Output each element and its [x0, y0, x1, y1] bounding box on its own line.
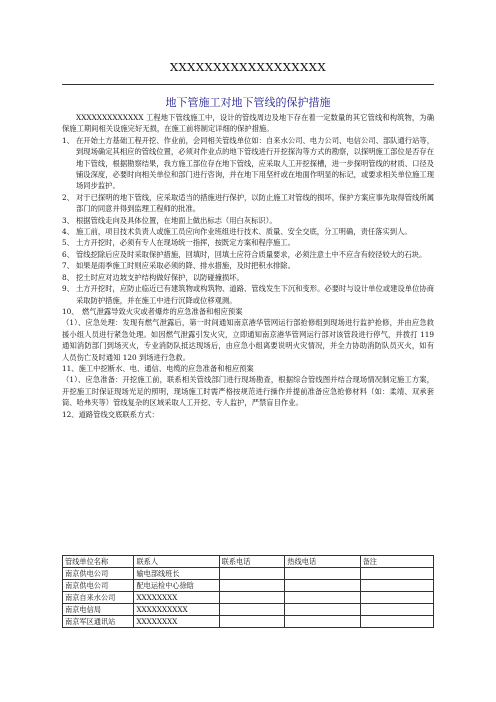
column-header: 联系电话	[219, 556, 285, 568]
table-cell: XXXXXXXXXX	[134, 604, 219, 616]
list-item-text: 土方开挖时，应防止临近已有建筑物或构筑物、道路、管线发生下沉和变形。必要时与设计单位或建设单位协商采取防护措施，并在施工中进行沉降或位移观测。	[76, 284, 434, 305]
column-header: 热线电话	[285, 556, 360, 568]
table-row	[63, 580, 434, 592]
table-cell: XXXXXXXX	[134, 592, 219, 604]
list-item	[62, 135, 434, 192]
section-10-paragraph: （1）、应急处理：发现有燃气泄露后，第一时间通知南京港华管网运行部抢修组到现场进行监护抢修，并由应急救援小组人员进行紧急处理。如因燃气泄露引发火灾，立即通知南京港华管网运行部对该管段进行停气，并拨打 119 通知消防部门到场灭火，专业消防队抵达现场后，由应急小组离要说明火灾情况，并全力协助消防队员灭火，如有人员伤亡及时通知 120 到场进行急救。	[62, 318, 434, 362]
table-cell: 配电运检中心徐晗	[134, 580, 219, 592]
list-item-text: 对于已探明的地下管线，应采取适当的措施进行保护，以防止施工对管线的损坏，保护方案应事先取得管线所属部门的同意并得到监理工程师的批准。	[76, 192, 434, 214]
list-item-number: 3、	[62, 215, 74, 225]
list-item-number: 8、	[62, 272, 74, 282]
list-item	[62, 215, 434, 226]
list-item-text: 施工前，项目技术负责人或施工员应向作业班组进行技术、质量、安全交底，分工明确，责任落实到人。	[76, 227, 412, 237]
table-cell	[285, 592, 360, 604]
table-cell	[285, 616, 360, 628]
table-cell	[285, 580, 360, 592]
table-cell: XXXXXXXX	[134, 616, 219, 628]
table-cell	[219, 580, 285, 592]
section-heading-10	[62, 306, 434, 317]
table-cell	[360, 580, 433, 592]
list-item-number: 10、	[62, 306, 79, 316]
section-11-paragraph: （1）、应急准备：开挖施工前，联系相关管线部门进行现场勘查，根据综合管线图并结合现场情况制定施工方案，开挖施工时保证现场光足的照明，现场施工时需严格按规范进行操作并提前准备应急抢修材料（如：柔靖、双承套筒、哈弗夹等）管线复杂的区域采取人工开挖、专人监护，严禁盲目作业。	[62, 375, 434, 408]
table-cell	[360, 568, 433, 580]
table-row	[63, 568, 434, 580]
table-row	[63, 616, 434, 628]
table-cell: 南京电信局	[63, 604, 134, 616]
list-item	[62, 249, 434, 260]
table-row	[63, 592, 434, 604]
table-cell	[285, 604, 360, 616]
list-item-text: 土方开挖时，必须有专人在现场统一指挥，按既定方案和程序施工。	[76, 238, 295, 248]
table-cell	[285, 568, 360, 580]
contacts-table	[62, 555, 434, 628]
document-title: 地下管施工对地下管线的保护措施	[165, 96, 331, 109]
list-item	[62, 272, 434, 283]
table-cell	[219, 568, 285, 580]
table-cell	[219, 592, 285, 604]
list-item-number: 7、	[62, 261, 74, 271]
list-item-text: 在开始土方基础工程开挖、作业前，会同相关管线单位如：自来水公司、电力公司、电信公司、部队通行站等，到现场确定其相应的管线位置，必须对作业点的地下管线进行开挖探沟等方式的勘察，以探明施工部位是否存在地下管线，根据勘察结果，我方施工部位存在地下管线，应采取人工开挖探槽，进一步探明管线的材质、口径及铺设深度，必要时向相关单位和部门进行咨询，并在地下用坚杆或在地面作明显的标记，或要求相关单位施工现场同步监护。	[76, 135, 434, 191]
table-header-row	[63, 556, 434, 568]
table-cell: 南京自来水公司	[63, 592, 134, 604]
header-title: XXXXXXXXXXXXXXXXXX	[169, 60, 327, 74]
table-row	[63, 604, 434, 616]
list-item-text: 管线挖除后应及时采取保护措施，回填时，回填土应符合质量要求，必须注意土中不应含有较径较大的石块。	[76, 249, 427, 259]
list-item-number: 1、	[62, 135, 74, 145]
list-item-text: 如果是雨季施工时则应采取必须的降、排水措施，及时把积水排除。	[76, 261, 295, 271]
table-cell: 南京供电公司	[63, 580, 134, 592]
table-cell: 南京军区通讯站	[63, 616, 134, 628]
section-heading-11: 11、施工中挖断水、电、通信、电缆的应急准备和相应预案	[62, 363, 254, 373]
list-item-text: 根据管线走向及具体位置，在地面上做出标志（用白灰标识）。	[76, 215, 277, 225]
section-heading-12: 12、道路管线交底联系方式：	[62, 409, 159, 419]
header-divider	[62, 84, 434, 85]
column-header: 联系人	[134, 556, 219, 568]
list-item	[62, 192, 434, 215]
list-item	[62, 283, 434, 306]
table-cell	[360, 604, 433, 616]
list-item-number: 6、	[62, 249, 74, 259]
document-body	[62, 112, 434, 420]
column-header: 管线单位名称	[63, 556, 134, 568]
list-item-number: 5、	[62, 238, 74, 248]
list-item	[62, 237, 434, 248]
table-cell: 南京供电公司	[63, 568, 134, 580]
table-cell	[360, 592, 433, 604]
list-item	[62, 260, 434, 271]
list-item	[62, 226, 434, 237]
list-item-number: 4、	[62, 227, 74, 237]
list-item-number: 9、	[62, 284, 74, 294]
intro-paragraph: XXXXXXXXXXXXX 工程地下管线施工中，设计的管线周边及地下存在着一定数量的其它管线和构筑物，为确保施工期间相关设施完好无损，在施工前将制定详细的保护措施。	[62, 113, 434, 134]
table-cell	[360, 616, 433, 628]
table-cell	[219, 616, 285, 628]
list-item-number: 2、	[62, 192, 74, 202]
table-cell: 输电部线班长	[134, 568, 219, 580]
list-item-text: 燃气泄露导致火灾或者爆炸的应急准备和相应预案	[82, 306, 243, 316]
column-header: 备注	[360, 556, 433, 568]
list-item-text: 挖土时应对边坡支护结构做好保护，以防碰撞损坏。	[76, 272, 244, 282]
table-cell	[219, 604, 285, 616]
